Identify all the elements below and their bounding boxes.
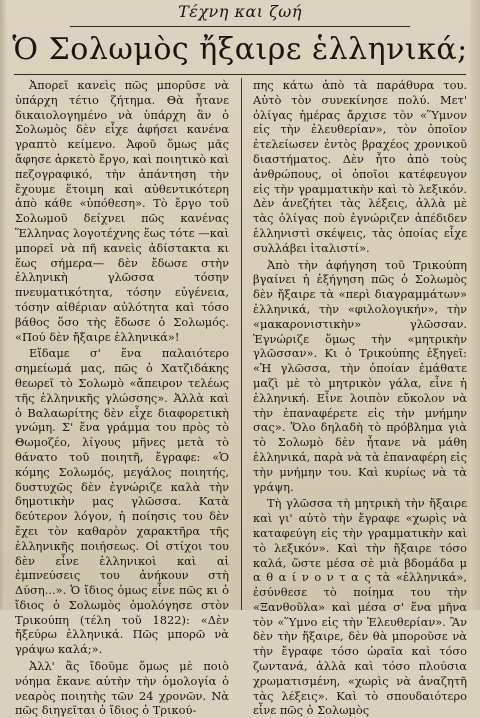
headline-rule — [14, 74, 466, 75]
paragraph: Τὴ γλῶσσα τὴ μητρικὴ τὴν ἤξαιρε καὶ γι' αὐτὸ τὴν ἔγραφε «χωρὶς νὰ καταφεύγη εἰς τὴν γραμματικὴν καὶ τὸ λεξικόν». Καὶ τὴν ἤξαιρε τόσο καλά, ὥστε μέσα σὲ μιὰ βδομάδα μ α θ α ί ν ο ν τ α ς τὰ «ἑλληνικά», ἐσύνθεσε τὸ ποίημα του τὴν «Ξανθοῦλα» καὶ μέσα σ' ἕνα μῆνα τὸν «Ὕμνο εἰς τὴν Ἐλευθερίαν». Ἂν δὲν τὴν ἤξαιρε, δὲν θὰ μποροῦσε νὰ τὴν ἔγραφε τόσο ὡραῖα καὶ τόσο ζωντανά, ἀλλὰ καὶ τόσο πλούσια χρωματισμένη, «χωρὶς νὰ ἀναζητῆ τὰς λέξεις». Καὶ τὸ σπουδαιότερο εἶνε πῶς ὁ Σολωμὸς — [253, 496, 467, 718]
paragraph: Ἀπὸ τὴν ἀφήγηση τοῦ Τρικούπη βγαίνει ἡ ἐξήγηση πῶς ὁ Σολωμὸς δὲν ἤξαιρε τὰ «περὶ διαγραμμάτων» ἑλληνικά, τὴν «φιλολογικήν», τὴν «μακαρονιστικὴν» γλῶσσαν. Ἐγνώριζε ὅμως τὴν «μητρικὴν γλῶσσαν». Κι ὁ Τρικούπης ἐξηγεῖ: «Ἡ γλῶσσα, τὴν ὁποίαν ἐμάθατε μαζὶ μὲ τὸ μητρικὸν γάλα, εἶνε ἡ ἑλληνική. Εἶνε λοιπὸν εὔκολον νὰ τὴν ἐπαναφέρετε εἰς τὴν μνήμην σας». Ὅλο δηλαδὴ τὸ πρόβλημα γιὰ τὸ Σολωμὸ δὲν ἦτανε νὰ μάθη ἑλληνικά, παρὰ νὰ τὰ ἐπαναφέρη εἰς τὴν μνήμην του. Καὶ κυρίως νὰ τὰ γράψη. — [253, 257, 467, 494]
article-column-left — [15, 78, 229, 718]
section-title: Τέχνη και ζωή — [178, 2, 302, 21]
page-right-shadow — [470, 0, 480, 610]
paragraph: Ἀλλ' ἂς ἴδοῦμε ὅμως μὲ ποιὸ νόημα ἔκανε αὐτὴν τὴν ὁμολογία ὁ νεαρὸς ποιητὴς τῶν 24 χρονῶν. Νὰ πῶς διηγεῖται ὁ ἴδιος ὁ Τρικού- — [15, 659, 229, 718]
section-underline — [70, 26, 410, 27]
paragraph: Εἴδαμε σ' ἕνα παλαιότερο σημείωμά μας, πῶς ὁ Χατζιδάκης θεωρεῖ τὸ Σολωμὸ «ἄπειρον τελέως τῆς ἑλληνικῆς γλώσσης». Ἀλλὰ καὶ ὁ Βαλαωρίτης δὲν εἶχε διαφορετικὴ γνώμη. Σ' ἕνα γράμμα του πρὸς τὸ Θωμοζέο, λίγους μῆνες μετὰ τὸ θάνατο τοῦ ποιητῆ, ἔγραφε: «Ὁ κόμης Σολωμός, μεγάλος ποιητής, δυστυχῶς δὲν ἐγνώριζε καλὰ τὴν δημοτικὴν μας γλῶσσα. Κατὰ δεύτερον λόγον, ἡ ποίησις του δὲν ἔχει τὸν καθαρὸν χαρακτῆρα τῆς ἑλληνικῆς ποιήσεως. Οἱ στίχοι του δὲν εἶνε ἑλληνικοὶ καὶ αἱ ἐμπνεύσεις του ἀνήκουν στὴ Δύση...». Ὁ ἴδιος ὁμως εἶνε πῶς κι ὁ ἴδιος ὁ Σολωμὸς ὁμολόγησε στὸν Τρικούπη (τέλη τοῦ 1822): «Δὲν ἤξεύρω ἑλληνικά. Πῶς μπορῶ νὰ γράψω καλά;». — [15, 346, 229, 657]
article-column-right — [253, 78, 467, 718]
paragraph: πης κάτω ἀπὸ τὰ παράθυρα του. Αὐτὸ τὸν συνεκίνησε πολύ. Μετ' ὀλίγας ἡμέρας ἄρχισε τὸν «Ὕμνον εἰς τὴν ἐλευθερίαν», τὸν ὁποῖον ἐτελείωσεν ἐντὸς βραχέος χρονικοῦ διαστήματος. Δὲν ἦτο ἀπὸ τοὺς ἀνθρώπους, οἱ ὁποῖοι κατέφευγον εἰς τὴν γραμματικὴν καὶ τὸ λεξικόν. Δὲν ἀνεζήτει τὰς λέξεις, ἀλλὰ μὲ τὰς ὀλίγας ποὺ ἐγνώριζεν ἀπέδιδεν ἑλληνιστὶ σκέψεις, τὰς ὁποίας εἶχε συλλάβει ἰταλιστί». — [253, 78, 467, 255]
article-headline: Ὁ Σολωμὸς ἤξαιρε ἑλληνικά; — [12, 32, 468, 67]
column-divider — [241, 78, 242, 610]
page-left-shadow — [0, 0, 6, 610]
paragraph: Ἀπορεῖ κανεὶς πῶς μπορῦσε νὰ ὑπάρχη τέτιο ζήτημα. Θὰ ἦτανε δικαιολογημένο νὰ ὑπάρχη ἂν ὁ Σολωμὸς δὲν εἶχε ἀφήσει κανένα γραπτὸ κείμενο. Ἀφοῦ ὅμως μᾶς ἄφησε ἀρκετὸ ἔργο, καὶ ποιητικὸ καὶ πεζογραφικό, τὴν ἀπάντηση τὴν ἔχουμε ἕτοιμη καὶ αὐθεντικότερη ἀπὸ κάθε «ὑπόθεση». Τὸ ἔργο τοῦ Σολωμοῦ δείχνει πῶς κανένας Ἕλληνας λογοτέχνης ἕως τότε —καὶ μπορεῖ νὰ πῆ κανεὶς ἀδίστακτα κι ἕως σήμερα— δὲν ἔδωσε στὴν ἑλληνικὴ γλῶσσα τόσην πνευματικότητα, τόσην εὐγένεια, τόσην αἰθέριαν αὐλότητα καὶ τόσο βάθος ὅσο τὴς ἔδωσε ὁ Σολωμός. «Πού δὲν ἤξαιρε ἑλληνικά»! — [15, 78, 229, 344]
section-header — [0, 2, 480, 21]
